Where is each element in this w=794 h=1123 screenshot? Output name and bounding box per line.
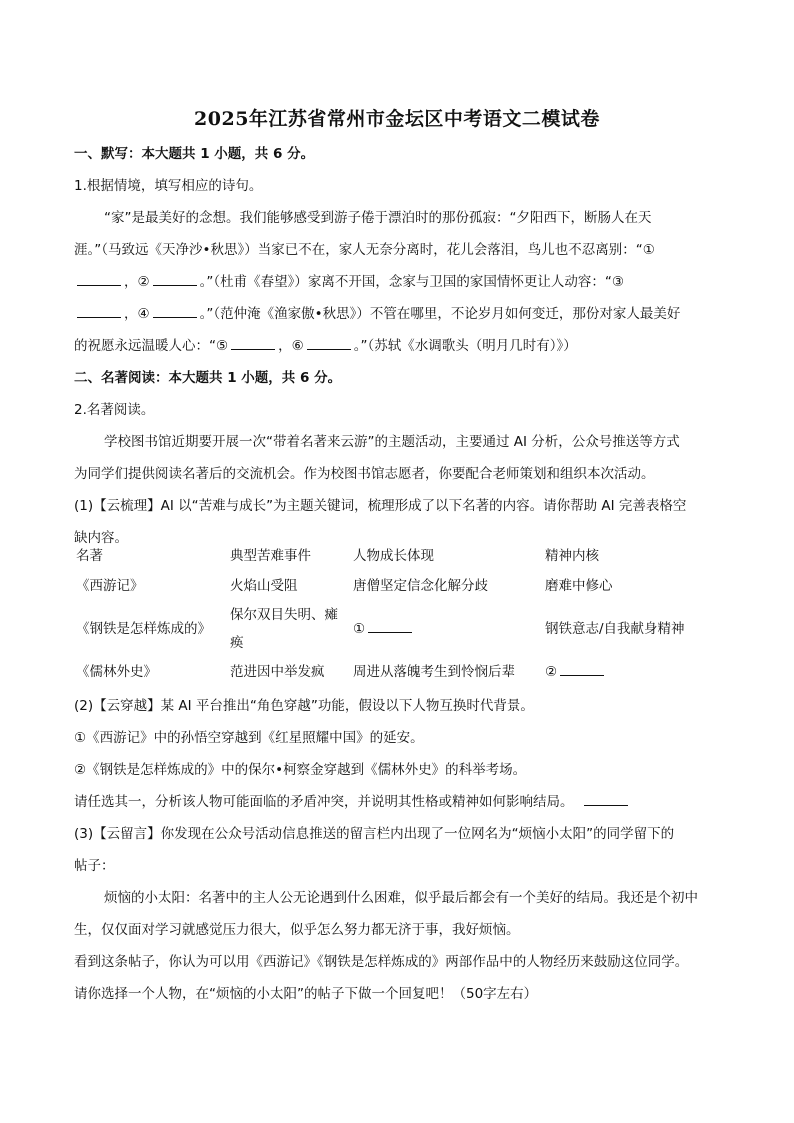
table-cell: 《钢铁是怎样炼成的》 — [76, 621, 211, 637]
answer-blank-table-1[interactable] — [368, 620, 412, 633]
table-cell: 火焰山受阻 — [230, 578, 298, 594]
table-header: 典型苦难事件 — [230, 548, 311, 564]
section-heading-2: 二、名著阅读：本大题共 1 小题，共 6 分。 — [74, 370, 342, 386]
table-cell: 保尔双目失明、瘫 — [230, 607, 338, 623]
answer-blank-5[interactable] — [231, 337, 275, 350]
q2-post-line: 烦恼的小太阳：名著中的主人公无论遇到什么困难，似乎最后都会有一个美好的结局。我还是个初中 — [104, 890, 698, 906]
page-title: 2025年江苏省常州市金坛区中考语文二模试卷 — [194, 108, 600, 130]
table-cell: 钢铁意志/自我献身精神 — [545, 621, 685, 637]
table-cell: 周进从落魄考生到怜悯后辈 — [353, 664, 515, 680]
q2-sub1-line: 缺内容。 — [74, 530, 128, 546]
answer-blank-6[interactable] — [307, 337, 351, 350]
question-2-stem: 2.名著阅读。 — [74, 402, 155, 418]
table-cell: ② — [545, 663, 607, 681]
answer-blank-3[interactable] — [77, 305, 121, 318]
q2-option-2: ②《钢铁是怎样炼成的》中的保尔•柯察金穿越到《儒林外史》的科举考场。 — [74, 762, 527, 778]
q2-sub3-line: 帖子： — [74, 858, 115, 874]
answer-blank-sub2[interactable] — [584, 793, 628, 806]
table-cell: 《儒林外史》 — [76, 664, 157, 680]
q1-paragraph-line: 涯。”（马致远《天净沙•秋思》）当家已不在，家人无奈分离时，花儿会落泪，鸟儿也不忍离别：“① — [74, 242, 655, 258]
table-header: 精神内核 — [545, 548, 599, 564]
q2-intro-line: 学校图书馆近期要开展一次“带着名著来云游”的主题活动，主要通过 AI 分析，公众号推送等方式 — [104, 434, 680, 450]
table-cell: 范进因中举发疯 — [230, 664, 325, 680]
section-heading-1: 一、默写：本大题共 1 小题，共 6 分。 — [74, 146, 315, 162]
table-cell: ① — [353, 620, 415, 638]
q2-sub3-line: (3)【云留言】你发现在公众号活动信息推送的留言栏内出现了一位网名为“烦恼小太阳”的同学留下的 — [74, 826, 675, 842]
answer-blank-table-2[interactable] — [560, 663, 604, 676]
table-cell: 痪 — [230, 635, 244, 651]
question-1-stem: 1.根据情境，填写相应的诗句。 — [74, 178, 263, 194]
q2-sub2-question: 请任选其一，分析该人物可能面临的矛盾冲突，并说明其性格或精神如何影响结局。 — [74, 793, 631, 811]
table-cell: 磨难中修心 — [545, 578, 613, 594]
table-header: 人物成长体现 — [353, 548, 434, 564]
answer-blank-2[interactable] — [153, 273, 197, 286]
q2-post-line: 生，仅仅面对学习就感觉压力很大，似乎怎么努力都无济于事，我好烦恼。 — [74, 922, 520, 938]
table-cell: 《西游记》 — [76, 578, 144, 594]
answer-blank-4[interactable] — [153, 305, 197, 318]
q2-task-line: 看到这条帖子，你认为可以用《西游记》《钢铁是怎样炼成的》两部作品中的人物经历来鼓励这位同学。 — [74, 954, 689, 970]
q2-option-1: ①《西游记》中的孙悟空穿越到《红星照耀中国》的延安。 — [74, 730, 424, 746]
table-cell: 唐僧坚定信念化解分歧 — [353, 578, 488, 594]
answer-blank-1[interactable] — [77, 273, 121, 286]
q2-sub1-line: (1)【云梳理】AI 以“苦难与成长”为主题关键词，梳理形成了以下名著的内容。请你帮助 AI 完善表格空 — [74, 498, 687, 514]
q2-task-line: 请你选择一个人物，在“烦恼的小太阳”的帖子下做一个回复吧！（50字左右） — [74, 986, 538, 1002]
table-header: 名著 — [76, 548, 103, 564]
q1-paragraph-line: ，② 。”（杜甫《春望》）家离不开国，念家与卫国的家国情怀更让人动容：“③ — [74, 273, 624, 291]
q2-sub2-line: (2)【云穿越】某 AI 平台推出“角色穿越”功能，假设以下人物互换时代背景。 — [74, 698, 534, 714]
q1-paragraph-line: ，④ 。”（范仲淹《渔家傲•秋思》）不管在哪里，不论岁月如何变迁，那份对家人最美好 — [74, 305, 680, 323]
q1-paragraph-line: 的祝愿永远温暖人心：“⑤ ，⑥ 。”（苏轼《水调歌头（明月几时有）》） — [74, 338, 577, 354]
q1-paragraph-line: “家”是最美好的念想。我们能够感受到游子倦于漂泊时的那份孤寂：“夕阳西下，断肠人在天 — [104, 210, 652, 226]
q2-intro-line: 为同学们提供阅读名著后的交流机会。作为校图书馆志愿者，你要配合老师策划和组织本次活动。 — [74, 466, 655, 482]
